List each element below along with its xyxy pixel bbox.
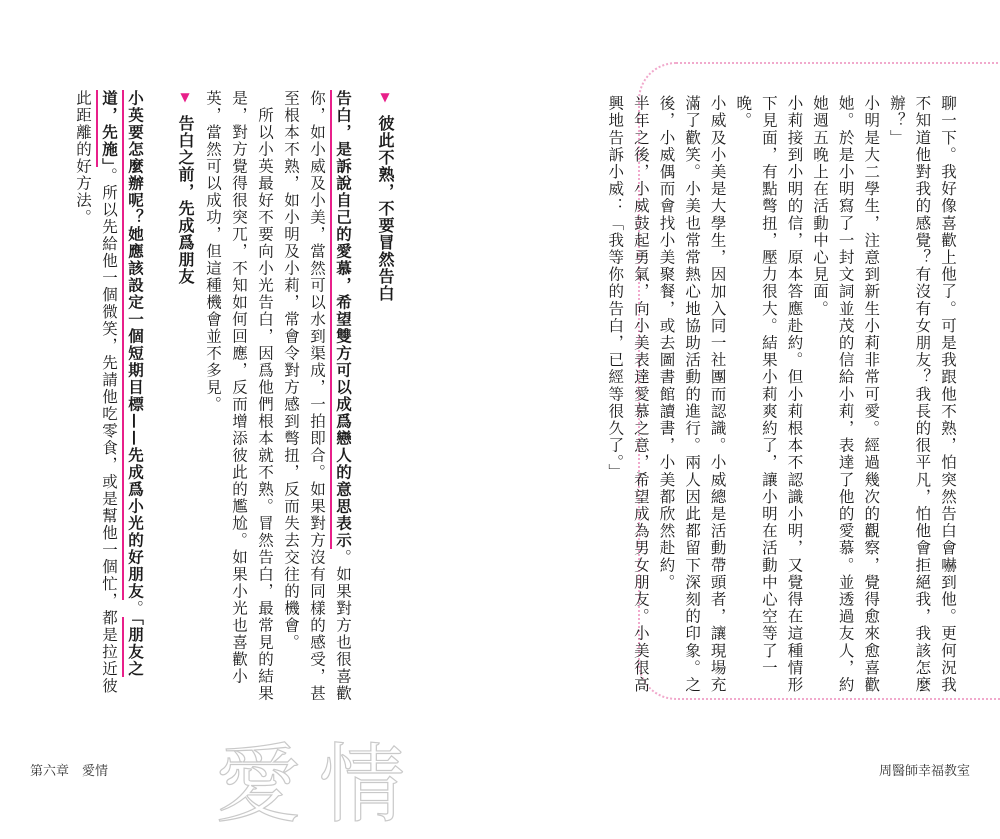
section-heading-2-text: 告白之前，先成爲朋友 [176, 115, 195, 285]
highlight-goal: 小英要怎麼辦呢？她應該設定一個短期目標——先成爲小光的好朋友 [122, 90, 144, 600]
section-heading-2 [170, 90, 200, 710]
story-paragraph: 小威及小美是大學生，因加入同一社團而認識。小威總是活動帶頭者，讓現場充滿了歡笑。小美也常常熱心地協助活動的進行。兩人因此都留下深刻的印象。之後，小威偶而會找小美聚餐，或去圖書館讀書，小美都欣然赴約。 [657, 95, 727, 694]
left-page [20, 90, 400, 710]
highlight-proverb: 「朋友之道，先施」 [96, 90, 144, 677]
paragraph-2 [200, 90, 278, 710]
chapter-watermark: 愛情 [215, 735, 423, 835]
story-paragraph: 聊一下。我好像喜歡上他了。可是我跟他不熟，怕突然告白會嚇到他。更何況我不知道他對我的感覺？有沒有女朋友？我長的很平凡，怕他會拒絕我，我該怎麼辦？」 [887, 95, 957, 694]
paragraph-1 [278, 90, 356, 710]
paragraph-1-text: 。如果對方也很喜歡你，如小威及小美，當然可以水到渠成，一拍即合。如果對方沒有同樣的感受，甚至根本不熟，如小明及小莉，常會令對方感到彆扭，反而失去交往的機會。 [282, 90, 352, 702]
highlight-definition: 告白，是訴說自己的愛慕，希望雙方可以成爲戀人的意思表示 [330, 90, 352, 549]
story-paragraph: 小明是大二學生，注意到新生小莉非常可愛。經過幾次的觀察，覺得愈來愈喜歡她。於是小明寫了一封文詞並茂的信給小莉，表達了他的愛慕。並透過友人，約她週五晚上在活動中心見面。 [811, 95, 881, 694]
paragraph-3-text: 。所以先給他一個微笑，先請他吃零食，或是幫他一個忙，都是拉近彼此距離的好方法。 [74, 90, 118, 695]
story-paragraph: 半年之後，小威鼓起勇氣，向小美表達愛慕之意，希望成為男女朋友。小美很高興地告訴小威：「我等你的告白，已經等很久了。」 [606, 95, 650, 694]
paragraph-3-mid: 。 [126, 600, 144, 617]
section-heading-1 [370, 90, 400, 710]
story-paragraph: 小莉接到小明的信，原本答應赴約。但小莉根本不認識小明，又覺得在這種情形下見面，有點彆扭，壓力很大。結果小莉爽約了，讓小明在活動中心空等了一晚。 [734, 95, 804, 694]
section-heading-1-text: 彼此不熟，不要冒然告白 [376, 115, 395, 302]
pink-triangle-icon: ▼ [378, 90, 392, 105]
pink-triangle-icon: ▼ [178, 90, 192, 105]
footer-book-title: 周醫師幸福教室 [878, 764, 970, 779]
footer-chapter-label: 第六章 愛情 [30, 764, 109, 779]
paragraph-2-text: 所以小英最好不要向小光告白，因爲他們根本就不熟。冒然告白，最常見的結果是，對方覺得很突兀，不知如何回應，反而增添彼此的尷尬。如果小光也喜歡小英，當然可以成功，但這種機會並不多見。 [204, 90, 274, 702]
paragraph-3 [70, 90, 148, 710]
left-text-flow [70, 90, 400, 710]
right-page-text [602, 95, 960, 695]
